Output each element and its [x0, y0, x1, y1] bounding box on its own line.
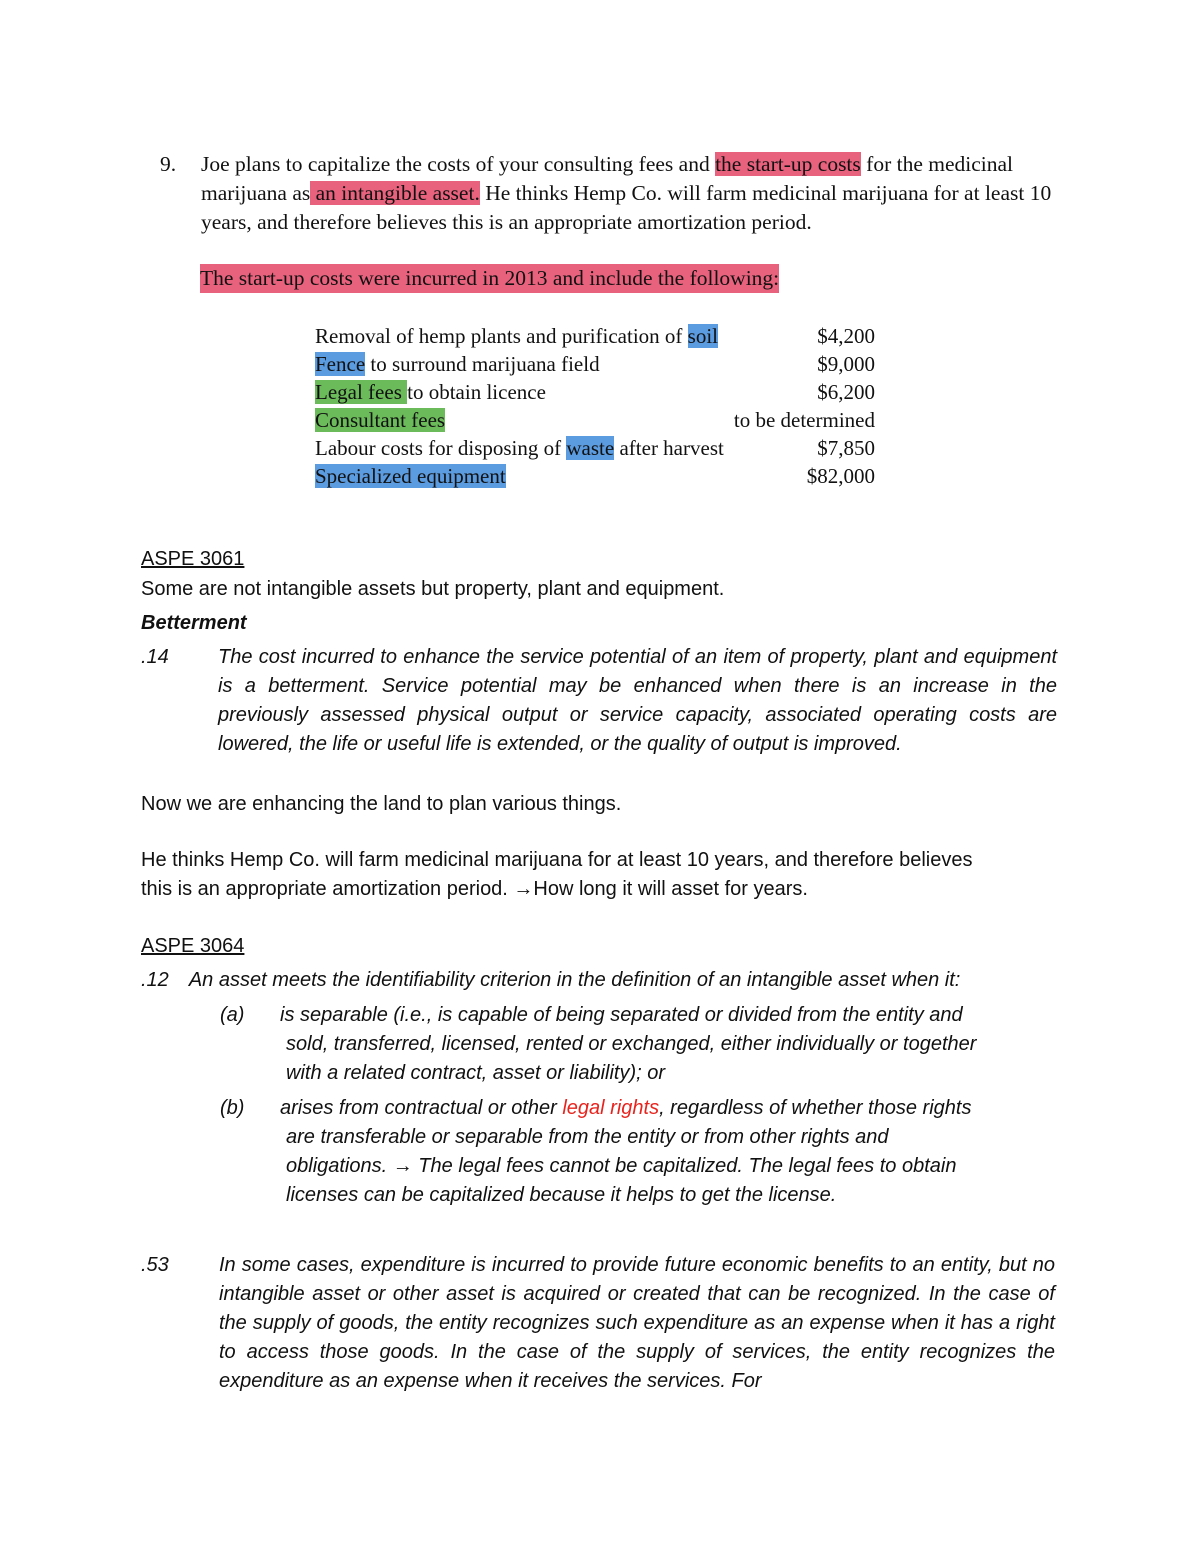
note-amortization-line-2: this is an appropriate amortization period. →How long it will asset for years. [141, 878, 808, 900]
item-b-line-1: arises from contractual or other legal rights, regardless of whether those rights [280, 1097, 972, 1119]
item-b-line-3: obligations. → The legal fees cannot be capitalized. The legal fees to obtain [286, 1155, 957, 1177]
legal-rights-highlight: legal rights [562, 1097, 660, 1119]
cost-description: Fence to surround marijuana field [315, 352, 600, 376]
cost-row [315, 378, 875, 406]
cost-amount: $9,000 [817, 352, 875, 376]
cost-description: Removal of hemp plants and purification of soil [315, 324, 719, 348]
note-amortization-line-1: He thinks Hemp Co. will farm medicinal marijuana for at least 10 years, and therefore believes [141, 849, 973, 871]
item-a-label: (a) [220, 1004, 245, 1026]
paragraph-12 [141, 966, 960, 995]
aspe-3061-intro: Some are not intangible assets but property, plant and equipment. [141, 578, 725, 600]
highlight-intangible-asset: an intangible asset. [310, 181, 480, 205]
cost-description: Labour costs for disposing of waste after harvest [315, 436, 724, 460]
cost-amount: to be determined [733, 408, 875, 432]
question-line-1: Joe plans to capitalize the costs of your consulting fees and the start-up costs for the medicinal [201, 152, 1014, 176]
paragraph-number: .53 [141, 1254, 169, 1276]
item-a-line-1: is separable (i.e., is capable of being separated or divided from the entity and [280, 1004, 963, 1026]
item-b-line-2: are transferable or separable from the entity or from other rights and [286, 1126, 889, 1148]
paragraph-text: The cost incurred to enhance the service potential of an item of property, plant and equipment is a betterment. Service potential may be enhanced when there is an increase in the previously assessed physical output or service capacity, associated operating costs are lowered, the life or useful life is extended, or the quality of output is improved. [218, 646, 1057, 755]
betterment-subheading: Betterment [141, 612, 247, 634]
cost-amount: $7,850 [817, 436, 875, 460]
aspe-3061-heading: ASPE 3061 [141, 548, 245, 570]
cost-description: Legal fees to obtain licence [315, 380, 546, 404]
cost-row [315, 434, 875, 462]
cost-row [315, 350, 875, 378]
note-enhancing-land: Now we are enhancing the land to plan various things. [141, 793, 622, 815]
paragraph-14 [141, 643, 1057, 759]
question-number: 9. [160, 152, 177, 176]
paragraph-number: .14 [141, 646, 169, 668]
question-line-3: years, and therefore believes this is an appropriate amortization period. [201, 210, 812, 234]
item-a-line-3: with a related contract, asset or liability); or [286, 1062, 666, 1084]
cost-amount: $82,000 [806, 464, 875, 488]
paragraph-text: An asset meets the identifiability criterion in the definition of an intangible asset when it: [188, 969, 961, 991]
question-line-2: marijuana as an intangible asset. He thinks Hemp Co. will farm medicinal marijuana for at least 10 [201, 181, 1052, 205]
paragraph-text: In some cases, expenditure is incurred to provide future economic benefits to an entity, but no intangible asset or other asset is acquired or created that can be recognized. In the case of the supply of goods, the entity recognizes such expenditure as an expense when it has a right to access those goods. In the case of the supply of services, the entity recognizes the expenditure as an expense when it receives the services. For [219, 1254, 1055, 1392]
cost-row [315, 406, 875, 434]
item-b-label: (b) [220, 1097, 245, 1119]
startup-costs-note: The start-up costs were incurred in 2013 and include the following: [200, 264, 779, 293]
cost-row [315, 322, 875, 350]
cost-amount: $4,200 [817, 324, 875, 348]
paragraph-53 [141, 1251, 1055, 1396]
item-b-line-4: licenses can be capitalized because it helps to get the license. [286, 1184, 837, 1206]
cost-amount: $6,200 [817, 380, 875, 404]
cost-row [315, 462, 875, 490]
aspe-3064-heading: ASPE 3064 [141, 935, 245, 957]
cost-description: Specialized equipment [315, 464, 506, 488]
highlight-start-up-costs: the start-up costs [715, 152, 861, 176]
cost-description: Consultant fees [315, 408, 446, 432]
arrow-right-icon: → [392, 1155, 413, 1177]
item-a-line-2: sold, transferred, licensed, rented or exchanged, either individually or together [286, 1033, 977, 1055]
paragraph-number: .12 [141, 969, 169, 991]
arrow-right-icon: → [513, 878, 534, 900]
